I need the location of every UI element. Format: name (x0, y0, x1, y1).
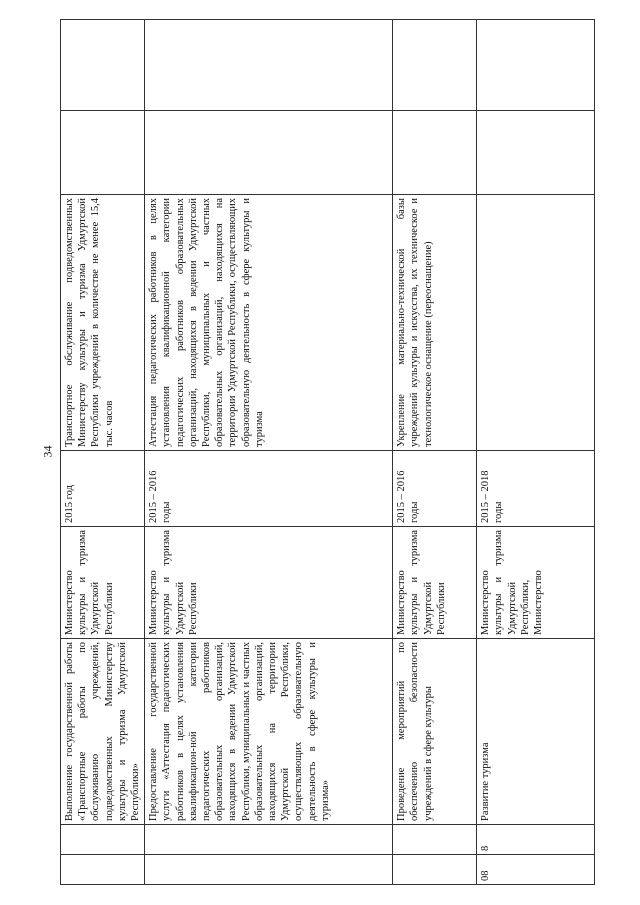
result-cell (477, 195, 595, 451)
table-wrapper (60, 20, 580, 885)
code-cell (145, 855, 393, 885)
period-cell: 2015 год (61, 451, 145, 527)
number-cell: 8 (477, 825, 595, 855)
number-cell (61, 825, 145, 855)
activity-cell: Развитие туризма (477, 639, 595, 825)
executor-cell: Министерство культуры и туризма Удмуртской Республики (145, 527, 393, 639)
table-row (61, 20, 145, 885)
code-cell (393, 855, 477, 885)
period-cell: 2015 – 2016 годы (393, 451, 477, 527)
indicator-cell (61, 111, 145, 195)
note-cell (393, 20, 477, 111)
code-cell (61, 855, 145, 885)
period-cell: 2015 – 2016 годы (145, 451, 393, 527)
number-cell (393, 825, 477, 855)
note-cell (61, 20, 145, 111)
result-cell: Транспортное обслуживание подведомственных Министерству культуры и туризма Удмуртской Республики учреждений в количестве не менее 15,4 тыс. часов (61, 195, 145, 451)
page-number: 34 (40, 445, 55, 458)
program-table (60, 19, 595, 885)
code-cell: 08 (477, 855, 595, 885)
rotated-page (60, 20, 580, 885)
table-row (145, 20, 393, 885)
result-cell: Укрепление материально-технической базы учреждений культуры и искусства, их техническое и технологическое оснащение (переоснащение) (393, 195, 477, 451)
period-cell: 2015 – 2018 годы (477, 451, 595, 527)
indicator-cell (393, 111, 477, 195)
table-row (393, 20, 477, 885)
note-cell (477, 20, 595, 111)
note-cell (145, 20, 393, 111)
executor-cell: Министерство культуры и туризма Удмуртской Республики, Министерство (477, 527, 595, 639)
indicator-cell (145, 111, 393, 195)
executor-cell: Министерство культуры и туризма Удмуртской Республики (61, 527, 145, 639)
table-row (477, 20, 595, 885)
indicator-cell (477, 111, 595, 195)
activity-cell: Выполнение государственной работы «Транспортные работы по обслуживанию учреждений, подведомственных Министерству культуры и туризма Удмуртской Республики» (61, 639, 145, 825)
activity-cell: Проведение мероприятий по обеспечению безопасности учреждений в сфере культуры (393, 639, 477, 825)
number-cell (145, 825, 393, 855)
result-cell: Аттестация педагогических работников в целях установления квалификационной категории педагогических работников образовательных организаций, находящихся в ведении Удмуртской Республики, муниципальных и частных образовательных организаций, находящихся на территории Удмуртской Республики, осуществляющих образовательную деятельность в сфере культуры и туризма (145, 195, 393, 451)
executor-cell: Министерство культуры и туризма Удмуртской Республики (393, 527, 477, 639)
activity-cell: Предоставление государственной услуги «Аттестация педагогических работников в целях установления квалификацион-ной категории педагогических работников образовательных организаций, находящихся в ведении Удмуртской Республики, муниципальных и частных образовательных организаций, находящихся на территории Удмуртской Республики, осуществляющих образовательную деятельность в сфере культуры и туризма» (145, 639, 393, 825)
